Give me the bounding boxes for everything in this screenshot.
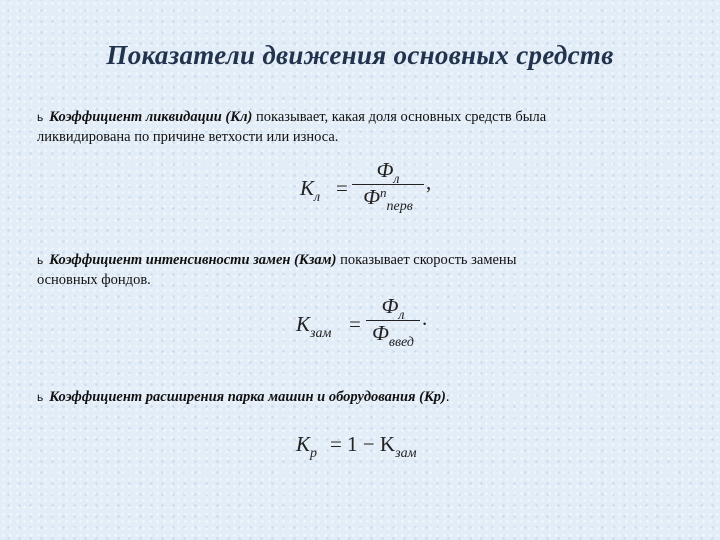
- denominator-sup: п: [380, 185, 387, 200]
- numerator-sub: л: [393, 172, 400, 187]
- definition-expansion: [37, 387, 687, 407]
- formula-equals: =: [349, 312, 361, 336]
- bullet-marker: ь: [37, 253, 44, 267]
- bullet-marker: ь: [37, 390, 44, 404]
- slide-title: Показатели движения основных средств: [106, 40, 614, 70]
- term-replacement: Коэффициент интенсивности замен (Кзам): [49, 252, 337, 268]
- formula-punct: ,: [426, 170, 432, 194]
- numerator: Ф: [381, 294, 399, 318]
- formula-replacement: [296, 294, 456, 362]
- denominator: Ф: [372, 321, 389, 345]
- definition-text-cont: основных фондов.: [37, 272, 151, 288]
- formula-lhs: K: [296, 432, 311, 456]
- formula-fraction: [366, 294, 420, 354]
- numerator-sub: л: [398, 308, 405, 323]
- bullet-marker: ь: [37, 110, 44, 124]
- formula-liquidation: [300, 158, 460, 226]
- formula-punct: .: [422, 306, 428, 330]
- definition-text-cont: ликвидирована по причине ветхости или износа.: [37, 129, 339, 145]
- formula-lhs-sub: р: [310, 446, 318, 461]
- formula-rhs-sub: зам: [395, 446, 417, 461]
- term-liquidation: Коэффициент ликвидации (Кл): [49, 109, 253, 125]
- formula-fraction: [352, 158, 424, 218]
- formula-expansion: [296, 432, 476, 468]
- denominator-sub: введ: [388, 335, 414, 350]
- denominator-sub: перв: [386, 199, 413, 214]
- formula-rhs: = 1 − K: [330, 432, 396, 456]
- numerator: Ф: [376, 158, 394, 182]
- formula-lhs-sub: л: [314, 190, 321, 205]
- definition-replacement: [37, 250, 687, 290]
- definition-text: .: [445, 389, 450, 405]
- formula-equals: =: [336, 176, 348, 200]
- formula-lhs: K: [296, 312, 311, 336]
- formula-lhs: K: [300, 176, 315, 200]
- definition-text: показывает, какая доля основных средств была: [252, 109, 547, 125]
- denominator: Ф: [363, 185, 381, 209]
- definition-text: показывает скорость замены: [336, 252, 517, 268]
- term-expansion: Коэффициент расширения парка машин и оборудования (Кр): [49, 389, 446, 405]
- definition-liquidation: [37, 107, 687, 147]
- formula-lhs-sub: зам: [310, 326, 332, 341]
